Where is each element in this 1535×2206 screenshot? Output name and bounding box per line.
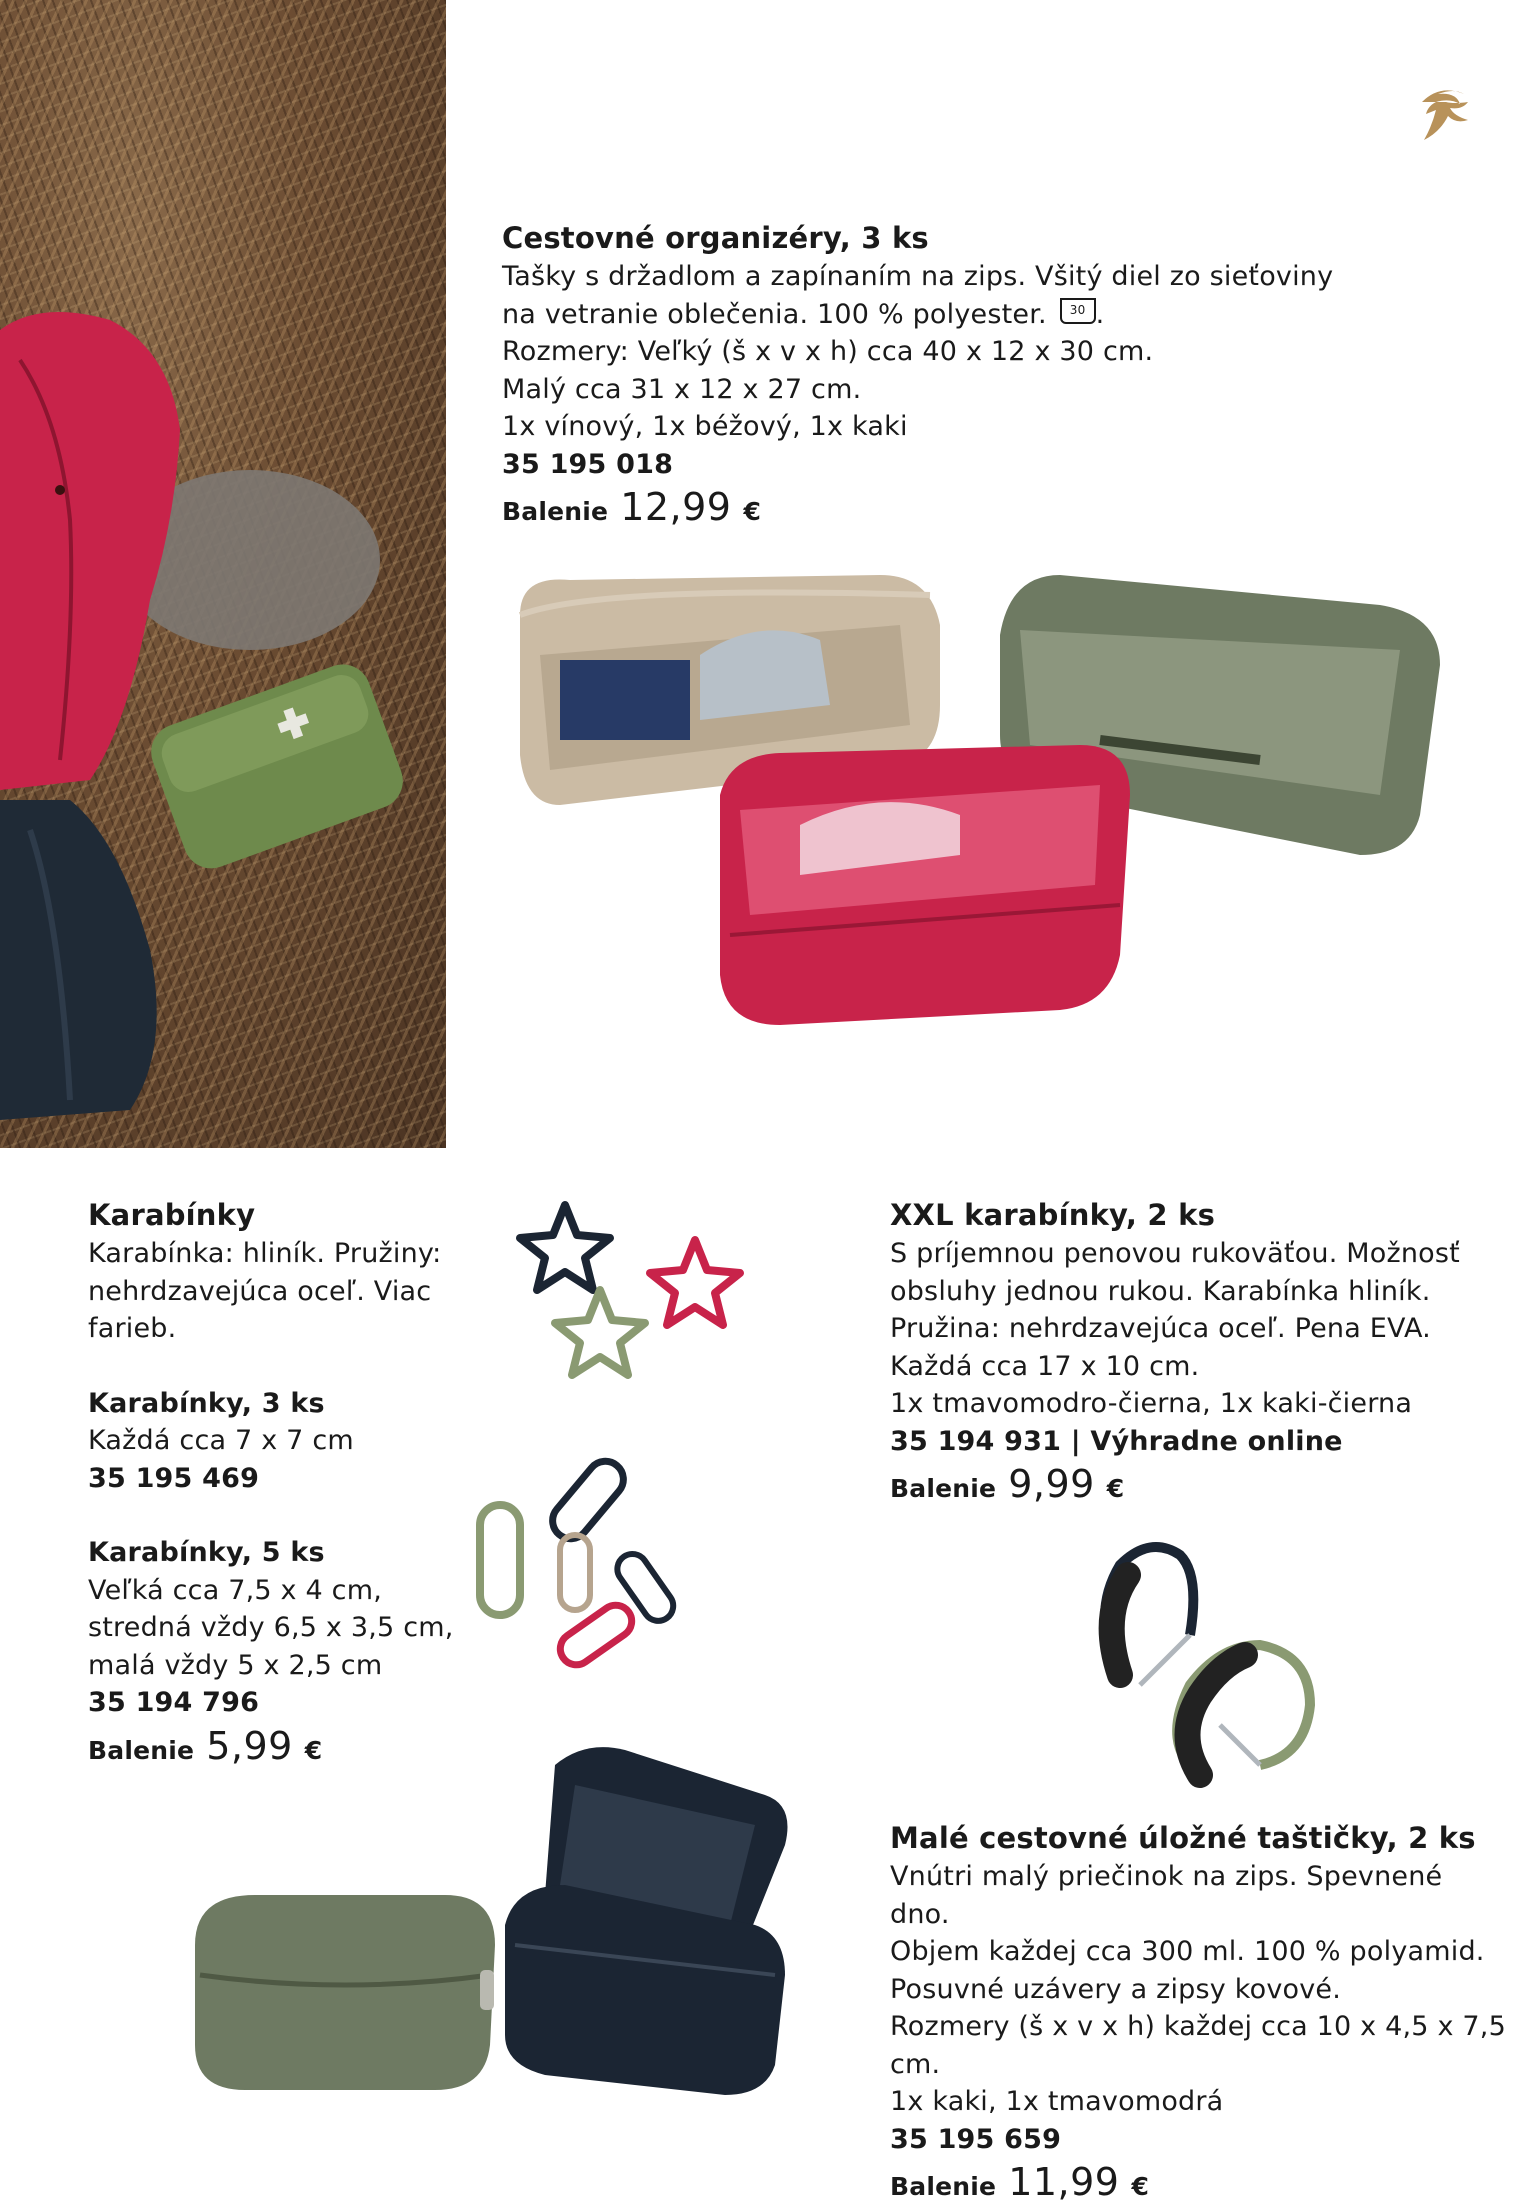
price-row	[890, 1462, 1510, 1508]
product-carabiners	[88, 1195, 508, 1769]
variant-line: Veľká cca 7,5 x 4 cm,	[88, 1574, 382, 1606]
product-small-pouches	[890, 1818, 1510, 2206]
description-line: Rozmery: Veľký (š x v x h) cca 40 x 12 x 30 cm.	[502, 336, 1154, 367]
description-line: na vetranie oblečenia. 100 % polyester. 30 .	[502, 298, 1105, 330]
variant-line: stredná vždy 6,5 x 3,5 cm,	[88, 1612, 454, 1643]
price-row	[890, 2160, 1510, 2206]
product-title: XXL karabínky, 2 ks	[890, 1198, 1216, 1232]
wash-30-icon: 30	[1060, 298, 1096, 324]
description-line: 1x kaki, 1x tmavomodrá	[890, 2086, 1224, 2117]
organizers-image	[500, 555, 1480, 1035]
product-sku: 35 195 659	[890, 2123, 1062, 2155]
description-line: S príjemnou penovou rukoväťou. Možnosť	[890, 1238, 1460, 1269]
description-line: Objem každej cca 300 ml. 100 % polyamid.	[890, 1936, 1485, 1967]
description-line: obsluhy jednou rukou. Karabínka hliník.	[890, 1275, 1431, 1307]
description-line: Malý cca 31 x 12 x 27 cm.	[502, 373, 862, 405]
star-carabiners-image	[505, 1200, 775, 1390]
product-title: Cestovné organizéry, 3 ks	[502, 221, 929, 255]
variant-title: Karabínky, 5 ks	[88, 1537, 325, 1568]
product-sku: 35 195 018	[502, 448, 674, 480]
price-value: 11,99	[1008, 2160, 1120, 2204]
product-xxl-carabiners	[890, 1195, 1510, 1508]
product-sku: 35 194 931 | Výhradne online	[890, 1425, 1343, 1457]
price-value: 9,99	[1008, 1462, 1095, 1506]
description-line: 1x vínový, 1x béžový, 1x kaki	[502, 411, 908, 442]
description-line: Pružina: nehrdzavejúca oceľ. Pena EVA.	[890, 1313, 1431, 1344]
description-line: Každá cca 17 x 10 cm.	[890, 1350, 1200, 1382]
currency: €	[1106, 1474, 1125, 1503]
product-title: Malé cestovné úložné taštičky, 2 ks	[890, 1821, 1476, 1855]
xxl-carabiners-image	[1080, 1525, 1360, 1795]
product-sku: 35 195 469	[88, 1462, 260, 1494]
hero-photo	[0, 0, 446, 1148]
price-row	[502, 485, 1502, 531]
description-line: nehrdzavejúca oceľ. Viac farieb.	[88, 1275, 432, 1344]
pouches-image	[185, 1745, 805, 2105]
variant-line: Každá cca 7 x 7 cm	[88, 1425, 354, 1456]
price-label: Balenie	[502, 497, 609, 526]
currency: €	[743, 497, 762, 526]
description-line: Posuvné uzávery a zipsy kovové.	[890, 1973, 1342, 2005]
description-line: Tašky s držadlom a zapínaním na zips. Všitý diel zo sieťoviny	[502, 261, 1334, 292]
currency: €	[304, 1735, 323, 1765]
product-travel-organizers	[502, 218, 1502, 531]
price-label: Balenie	[890, 1474, 997, 1503]
description-line: Karabínka: hliník. Pružiny:	[88, 1238, 442, 1269]
description-line: Vnútri malý priečinok na zips. Spevnené dno.	[890, 1861, 1443, 1930]
variant-line: malá vždy 5 x 2,5 cm	[88, 1649, 383, 1681]
description-line: 1x tmavomodro-čierna, 1x kaki-čierna	[890, 1388, 1413, 1419]
price-label: Balenie	[88, 1735, 195, 1765]
brand-logo	[1410, 80, 1472, 150]
variant-title: Karabínky, 3 ks	[88, 1387, 325, 1419]
price-label: Balenie	[890, 2172, 997, 2201]
product-sku: 35 194 796	[88, 1687, 260, 1718]
description-line: Rozmery (š x v x h) každej cca 10 x 4,5 x 7,5 cm.	[890, 2011, 1506, 2080]
carabiners-image	[470, 1445, 710, 1675]
price-value: 12,99	[620, 485, 732, 529]
price-value: 5,99	[206, 1723, 293, 1768]
currency: €	[1131, 2172, 1150, 2201]
product-title: Karabínky	[88, 1198, 256, 1232]
